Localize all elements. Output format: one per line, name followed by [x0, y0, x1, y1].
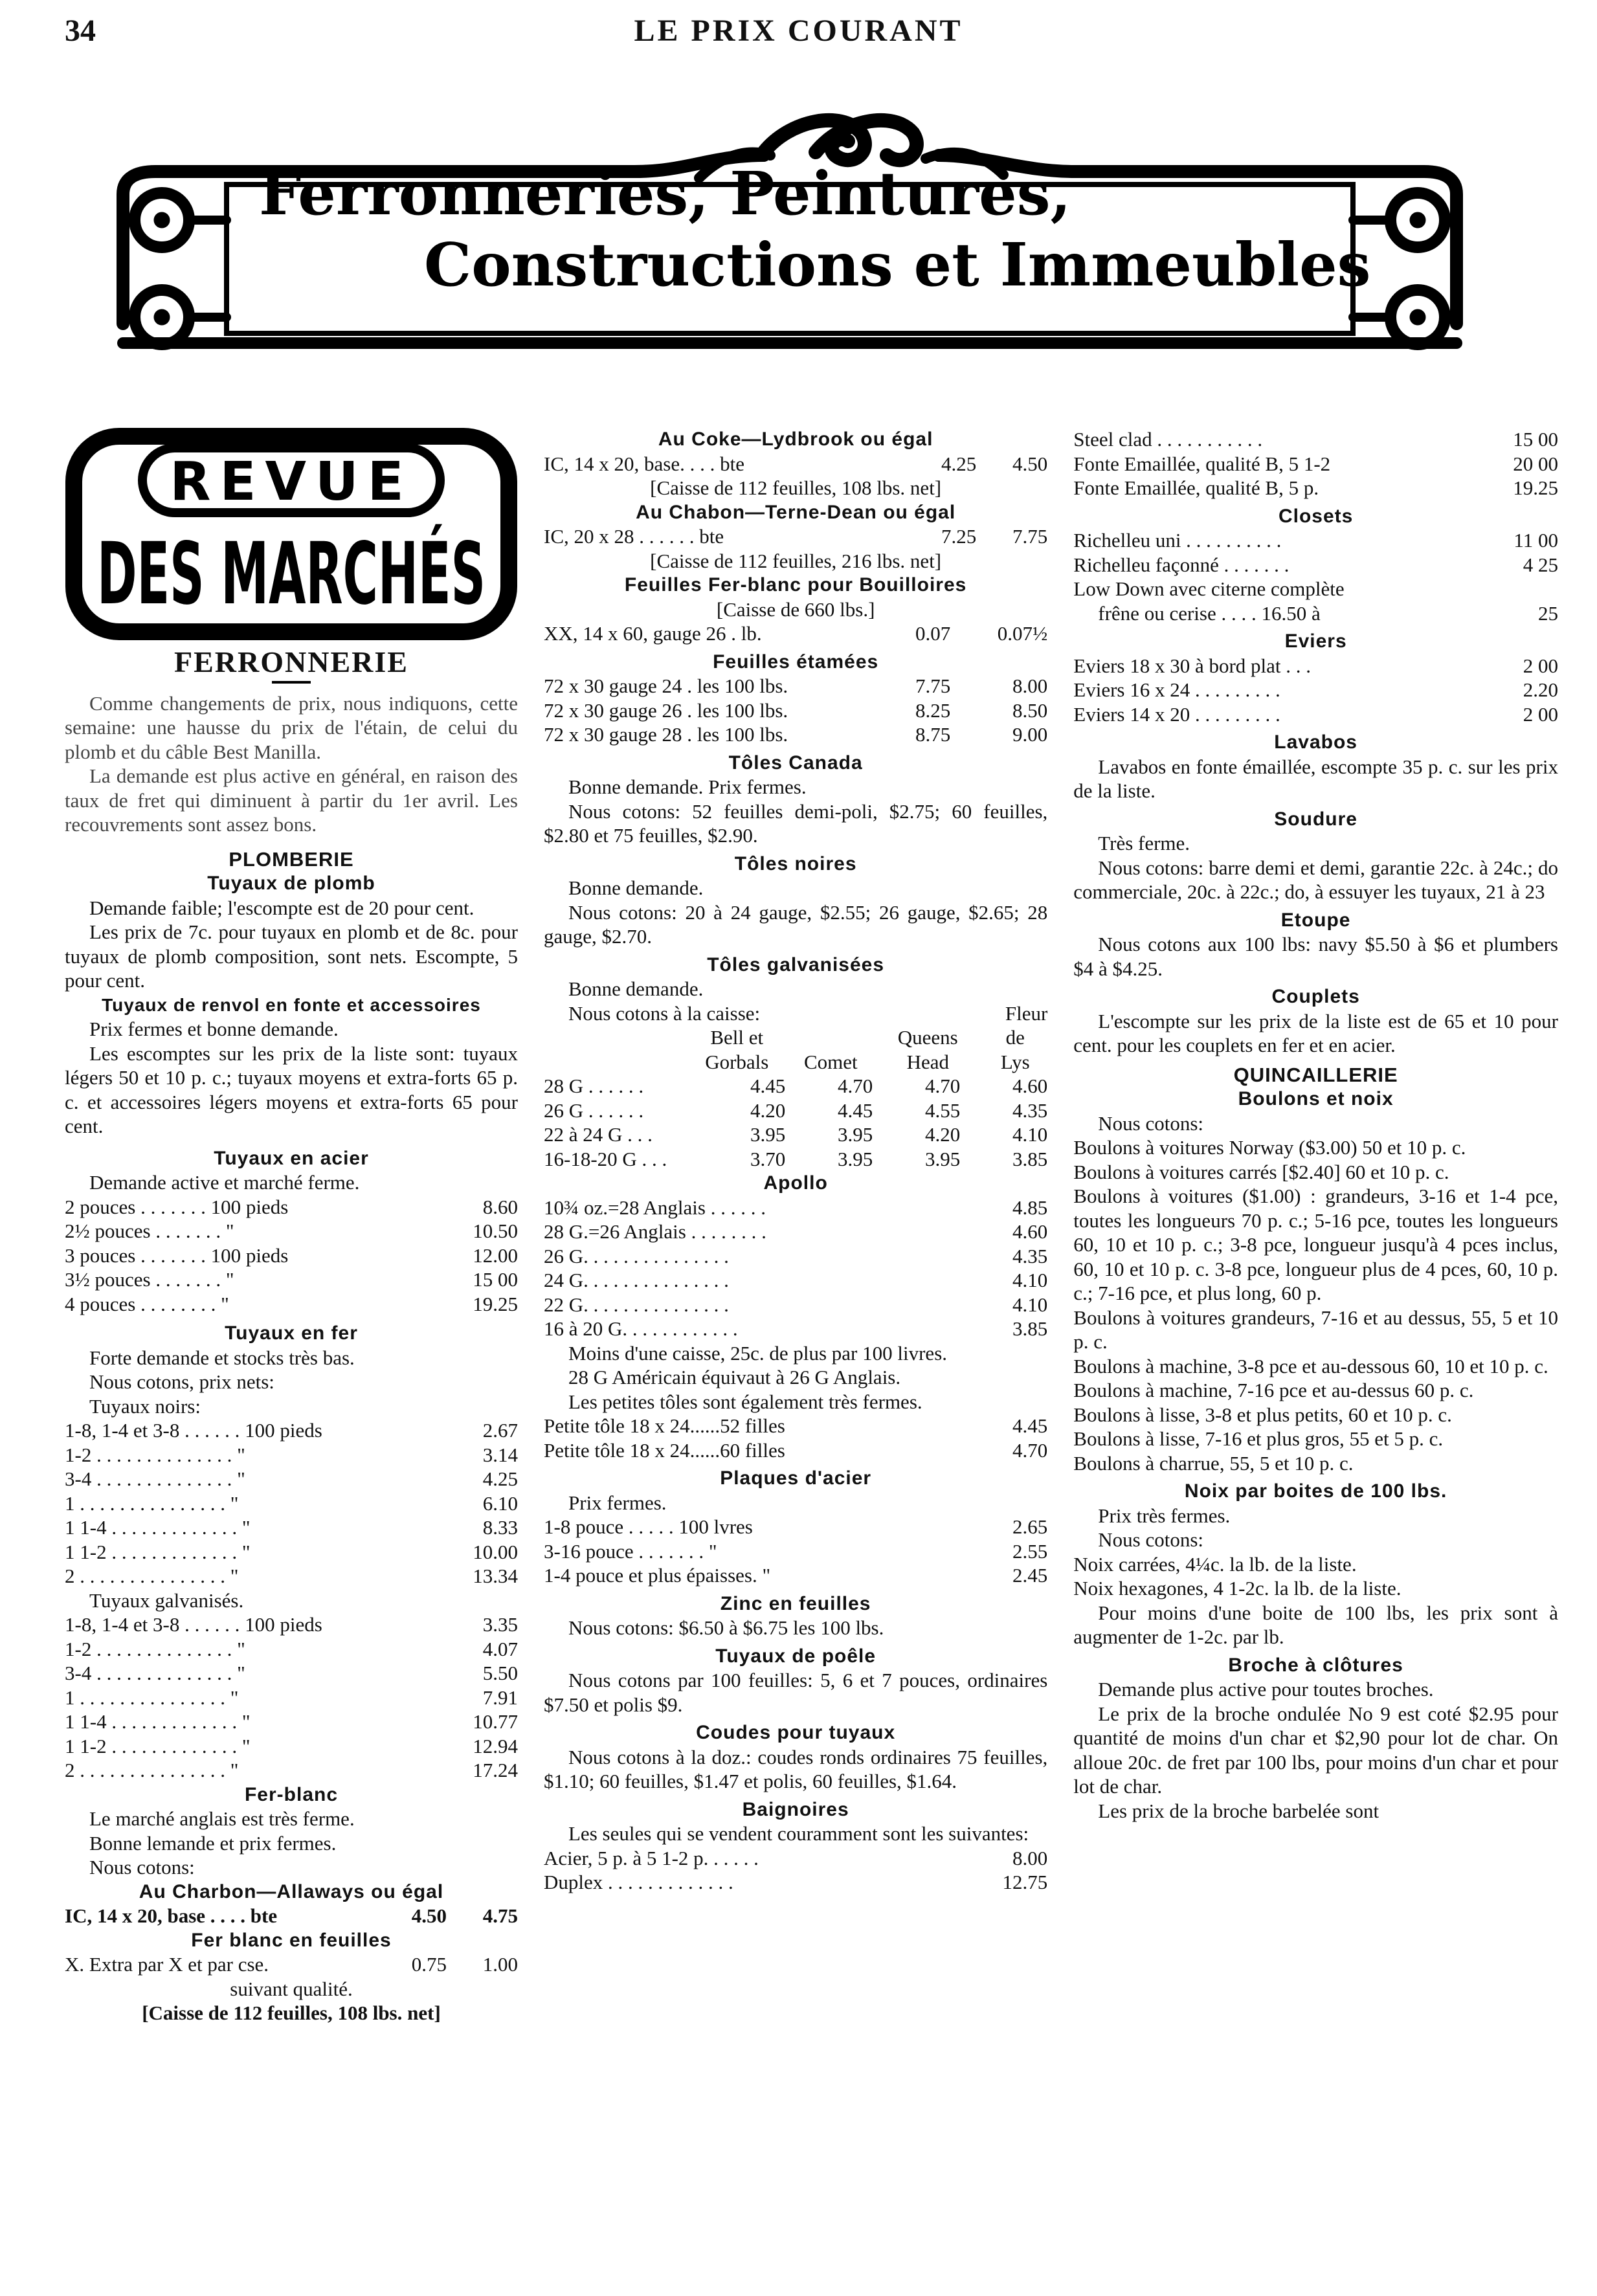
price-row: IC, 14 x 20, base . . . . bte 4.50 4.75 — [65, 1904, 518, 1927]
price-row: 3-4 . . . . . . . . . . . . . . " 5.50 — [65, 1662, 518, 1684]
section-quincaillerie: QUINCAILLERIE — [1233, 1063, 1398, 1086]
price-row: 26 G. . . . . . . . . . . . . . . 4.35 — [544, 1244, 1048, 1267]
price-row: IC, 20 x 28 . . . . . . bte 7.25 7.75 — [544, 525, 1048, 548]
revue-des-marches-logo — [65, 427, 518, 641]
paragraph: Nous cotons: 20 à 24 gauge, $2.55; 26 gauge, $2.65; 28 gauge, $2.70. — [544, 900, 1048, 948]
price-row: 22 G. . . . . . . . . . . . . . . 4.10 — [544, 1293, 1048, 1316]
paragraph: Bonne demande. Prix fermes. — [568, 775, 807, 798]
table-row: 28 G . . . . . . 4.45 4.70 4.70 4.60 — [544, 1075, 1048, 1097]
price-row: 72 x 30 gauge 28 . les 100 lbs. 8.75 9.00 — [544, 723, 1048, 746]
paragraph: Le prix de la broche ondulée No 9 est coté $2.95 pour quantité de moins d'un char et $2,90 pour lot de char. On alloue 20c. de fret par 100 lbs, pour moins d'un char et pour lot de char. — [1073, 1702, 1558, 1798]
subheading: Couplets — [1271, 986, 1360, 1007]
paragraph: Les seules qui se vendent couramment sont les suivantes: — [568, 1822, 1029, 1845]
subheading: Tuyaux en acier — [214, 1147, 369, 1169]
paragraph: Les escomptes sur les prix de la liste sont: tuyaux légers 50 et 10 p. c.; tuyaux moyens et extra-forts 65 p. c. et accessoires légers moyens et extra-forts 65 pour cent. — [65, 1042, 518, 1137]
logo-word-1: REVUE — [170, 451, 413, 513]
list-item: Boulons à voitures grandeurs, 7-16 et au dessus, 55, 5 et 10 p. c. — [1073, 1306, 1558, 1353]
subheading: Boulons et noix — [1238, 1088, 1394, 1109]
price-row: 72 x 30 gauge 24 . les 100 lbs. 7.75 8.00 — [544, 674, 1048, 697]
price-row: Fonte Emaillée, qualité B, 5 1-2 20 00 — [1073, 452, 1558, 475]
subheading: Soudure — [1274, 808, 1357, 830]
paragraph: Nous cotons, prix nets: — [89, 1370, 274, 1393]
subheading: Broche à clôtures — [1228, 1654, 1403, 1676]
list-item: Boulons à charrue, 55, 5 et 10 p. c. — [1073, 1451, 1354, 1475]
list-item: Boulons à voitures ($1.00) : grandeurs, 3-16 et 1-4 pce, toutes les longueurs 70 p. c.; 5-16 pce, toutes les longueurs 60, 10 et 10 p. c.; 3-8 pce, longueur jusqu'à 4 pces inclus, 60, 10 et 10 p. c. 3-8 pce, longueur plus de 4 pces, 60, 10 p. c.; 7-16 pce, et plus long, 60 p. — [1073, 1185, 1558, 1304]
list-item: Boulons à machine, 7-16 pce et au-dessus 60 p. c. — [1073, 1379, 1474, 1401]
paragraph: Très ferme. — [1098, 832, 1190, 854]
paragraph: Pour moins d'une boite de 100 lbs, les prix sont à augmenter de 1-2c. par lb. — [1073, 1601, 1558, 1648]
subheading: Au Chabon—Terne-Dean ou égal — [636, 501, 956, 523]
price-row: 1 1-4 . . . . . . . . . . . . . " 10.77 — [65, 1710, 518, 1733]
price-row: 1-8, 1-4 et 3-8 . . . . . . 100 pieds 2.67 — [65, 1419, 518, 1442]
paragraph: Nous cotons: barre demi et demi, garantie 22c. à 24c.; do commerciale, 20c. à 22c.; do, à essuyer les tuyaux, 21 à 23 — [1073, 856, 1558, 903]
price-row: 10¾ oz.=28 Anglais . . . . . . 4.85 — [544, 1196, 1048, 1219]
paragraph: L'escompte sur les prix de la liste est de 65 et 10 pour cent. pour les couplets en fer et en acier. — [1073, 1009, 1558, 1056]
subheading: Fer-blanc — [244, 1783, 339, 1805]
price-row: 1 1-2 . . . . . . . . . . . . . " 12.94 — [65, 1734, 518, 1757]
paragraph: Nous cotons à la doz.: coudes ronds ordinaires 75 feuilles, $1.10; 60 feuilles, $1.47 et polis, 60 feuilles, $1.64. — [544, 1745, 1048, 1792]
banner-title-line-2: Constructions et Immeubles — [424, 230, 1371, 300]
paragraph: Nous cotons: 52 feuilles demi-poli, $2.75; 60 feuilles, $2.80 et 75 feuilles, $2.90. — [544, 799, 1048, 847]
column-2 — [544, 427, 1047, 2025]
paragraph: Low Down avec citerne complète — [1073, 577, 1345, 600]
price-row: 1 1-4 . . . . . . . . . . . . . " 8.33 — [65, 1516, 518, 1539]
subheading: Feuilles étamées — [713, 651, 879, 673]
table-row: 16-18-20 G . . . 3.70 3.95 3.95 3.85 — [544, 1147, 1048, 1170]
price-row: 3-16 pouce . . . . . . . " 2.55 — [544, 1539, 1048, 1563]
price-row: 1 . . . . . . . . . . . . . . . " 6.10 — [65, 1491, 518, 1515]
price-row: Richelleu façonné . . . . . . . 4 25 — [1073, 553, 1558, 576]
price-row: Acier, 5 p. à 5 1-2 p. . . . . . 8.00 — [544, 1846, 1048, 1869]
price-row: Duplex . . . . . . . . . . . . . 12.75 — [544, 1871, 1048, 1893]
note: [Caisse de 112 feuilles, 108 lbs. net] — [142, 2001, 441, 2024]
paragraph: Nous cotons par 100 feuilles: 5, 6 et 7 pouces, ordinaires $7.50 et polis $9. — [544, 1669, 1048, 1716]
subheading: Eviers — [1284, 630, 1347, 652]
price-row: Eviers 16 x 24 . . . . . . . . . 2.20 — [1073, 678, 1558, 701]
list-item: Boulons à lisse, 3-8 et plus petits, 60 et 10 p. c. — [1073, 1403, 1452, 1426]
divider — [272, 681, 311, 684]
subheading: Baignoires — [742, 1798, 849, 1820]
subheading: Au Charbon—Allaways ou égal — [139, 1880, 444, 1902]
price-row: 1-8 pouce . . . . . 100 lvres 2.65 — [544, 1515, 1048, 1538]
subheading: Zinc en feuilles — [720, 1592, 871, 1614]
price-row: 16 à 20 G. . . . . . . . . . . . 3.85 — [544, 1317, 1048, 1340]
section-banner — [65, 65, 1558, 388]
paragraph: Tuyaux galvanisés. — [89, 1588, 244, 1612]
paragraph: 28 G Américain équivaut à 26 G Anglais. — [568, 1366, 901, 1388]
subheading: Tôles Canada — [728, 752, 863, 774]
price-row: IC, 14 x 20, base. . . . bte 4.25 4.50 — [544, 452, 1048, 475]
paragraph: Prix fermes. — [568, 1491, 667, 1514]
heading-ferronnerie: FERRONNERIE — [174, 645, 408, 678]
price-row: Eviers 14 x 20 . . . . . . . . . 2 00 — [1073, 702, 1558, 726]
price-list-noirs — [65, 1418, 518, 1588]
paragraph: Noix carrées, 4¼c. la lb. de la liste. — [1073, 1552, 1357, 1576]
paragraph: Bonne demande. — [568, 977, 704, 1000]
note: suivant qualité. — [230, 1977, 353, 2000]
list-item: Boulons à voitures carrés [$2.40] 60 et 10 p. c. — [1073, 1160, 1449, 1183]
note: [Caisse de 112 feuilles, 216 lbs. net] — [650, 549, 942, 572]
paragraph: Nous cotons: — [1098, 1111, 1204, 1135]
price-row: frêne ou cerise . . . . 16.50 à 25 — [1098, 601, 1558, 625]
subheading: Tuyaux en fer — [225, 1322, 358, 1344]
paragraph: Comme changements de prix, nous indiquons, cette semaine: une hausse du prix de l'étain, de celui du plomb et du câble Best Manilla. — [65, 691, 518, 763]
paragraph: Les prix de 7c. pour tuyaux en plomb et de 8c. pour tuyaux de plomb composition, sont nets. Escompte, 5 pour cent. — [65, 920, 518, 992]
price-row: 2 pouces . . . . . . . 100 pieds 8.60 — [65, 1195, 518, 1218]
running-header — [65, 13, 1558, 58]
subheading: Plaques d'acier — [720, 1467, 872, 1489]
logo-word-2: DES MAR — [97, 524, 518, 624]
price-row: 28 G.=26 Anglais . . . . . . . . 4.60 — [544, 1220, 1048, 1243]
paragraph: Demande active et marché ferme. — [89, 1171, 360, 1194]
price-row: Richelleu uni . . . . . . . . . . 11 00 — [1073, 529, 1558, 552]
paragraph: Tuyaux noirs: — [89, 1394, 201, 1418]
price-list-galvanises — [65, 1612, 518, 1783]
paragraph: Forte demande et stocks très bas. — [89, 1346, 355, 1369]
price-list-acier — [65, 1195, 518, 1317]
price-row: XX, 14 x 60, gauge 26 . lb. 0.07 0.07½ — [544, 622, 1048, 645]
paragraph: Les prix de la broche barbelée sont — [1098, 1799, 1379, 1822]
table-row: 22 à 24 G . . . 3.95 3.95 4.20 4.10 — [544, 1123, 1048, 1146]
table-caption: Nous cotons à la caisse: Fleur — [568, 1001, 1048, 1025]
price-row: 1-2 . . . . . . . . . . . . . . " 4.07 — [65, 1637, 518, 1660]
list-item: Boulons à lisse, 7-16 et plus gros, 55 et 5 p. c. — [1073, 1427, 1444, 1450]
price-row: 4 pouces . . . . . . . . " 19.25 — [65, 1292, 518, 1315]
subheading: Noix par boites de 100 lbs. — [1184, 1480, 1447, 1502]
paragraph: Les petites tôles sont également très fermes. — [568, 1390, 922, 1413]
subheading: Tôles noires — [734, 853, 857, 875]
price-row: 3-4 . . . . . . . . . . . . . . " 4.25 — [65, 1467, 518, 1490]
price-row: 2½ pouces . . . . . . . " 10.50 — [65, 1220, 518, 1242]
price-row: 1-2 . . . . . . . . . . . . . . " 3.14 — [65, 1443, 518, 1466]
paragraph: Nous cotons: $6.50 à $6.75 les 100 lbs. — [568, 1616, 884, 1639]
paragraph: Nous cotons aux 100 lbs: navy $5.50 à $6 et plumbers $4 à $4.25. — [1073, 933, 1558, 980]
price-row: Petite tôle 18 x 24......60 filles 4.70 — [544, 1438, 1048, 1462]
list-item: Boulons à machine, 3-8 pce et au-dessous 60, 10 et 10 p. c. — [1073, 1354, 1548, 1377]
paragraph: Noix hexagones, 4 1-2c. la lb. de la liste. — [1073, 1577, 1402, 1599]
column-3 — [1073, 427, 1558, 2025]
paragraph: Bonne demande. — [568, 876, 704, 899]
paragraph: Prix très fermes. — [1098, 1504, 1231, 1527]
list-item: Boulons à voitures Norway ($3.00) 50 et 10 p. c. — [1073, 1136, 1466, 1159]
price-row: 24 G. . . . . . . . . . . . . . . 4.10 — [544, 1269, 1048, 1291]
paragraph: La demande est plus active en général, en raison des taux de fret qui diminuent à partir du 1er avril. Les recouvrements sont assez bons. — [65, 764, 518, 836]
article-columns — [65, 427, 1558, 2025]
paragraph: Moins d'une caisse, 25c. de plus par 100 livres. — [568, 1341, 948, 1365]
section-plomberie: PLOMBERIE — [229, 847, 354, 871]
price-row: 1 1-2 . . . . . . . . . . . . . " 10.00 — [65, 1540, 518, 1563]
paragraph: Bonne lemande et prix fermes. — [89, 1831, 337, 1855]
table-row: 26 G . . . . . . 4.20 4.45 4.55 4.35 — [544, 1098, 1048, 1122]
price-row: 2 . . . . . . . . . . . . . . . " 17.24 — [65, 1759, 518, 1781]
price-row: 1-4 pouce et plus épaisses. " 2.45 — [544, 1564, 1048, 1587]
subheading: Tuyaux de renvol en fonte et accessoires — [102, 994, 481, 1015]
note: [Caisse de 112 feuilles, 108 lbs. net] — [650, 476, 942, 499]
price-row: X. Extra par X et par cse. 0.75 1.00 — [65, 1953, 518, 1976]
price-row: Petite tôle 18 x 24......52 filles 4.45 — [544, 1414, 1048, 1437]
paragraph: Nous cotons: — [1098, 1528, 1204, 1551]
price-row: Eviers 18 x 30 à bord plat . . . 2 00 — [1073, 654, 1558, 677]
paragraph: Demande faible; l'escompte est de 20 pour cent. — [89, 896, 475, 919]
price-row: 1 . . . . . . . . . . . . . . . " 7.91 — [65, 1686, 518, 1709]
note: [Caisse de 660 lbs.] — [716, 597, 875, 621]
column-1 — [65, 427, 518, 2025]
price-row: 1-8, 1-4 et 3-8 . . . . . . 100 pieds 3.35 — [65, 1613, 518, 1636]
subheading: Apollo — [763, 1172, 828, 1194]
paragraph: Prix fermes et bonne demande. — [89, 1018, 339, 1040]
paragraph: Demande plus active pour toutes broches. — [1098, 1678, 1434, 1700]
subheading: Closets — [1278, 505, 1354, 527]
running-title: LE PRIX COURANT — [634, 14, 963, 48]
page-number: 34 — [65, 14, 96, 48]
subheading: Lavabos — [1274, 731, 1357, 753]
paragraph: Le marché anglais est très ferme. — [89, 1807, 355, 1830]
price-row: 3 pouces . . . . . . . 100 pieds 12.00 — [65, 1243, 518, 1267]
subheading: Fer blanc en feuilles — [191, 1929, 392, 1951]
paragraph: Lavabos en fonte émaillée, escompte 35 p. c. sur les prix de la liste. — [1073, 755, 1558, 802]
subheading: Feuilles Fer-blanc pour Bouilloires — [624, 574, 967, 596]
paragraph: Nous cotons: — [89, 1856, 195, 1878]
price-row: 72 x 30 gauge 26 . les 100 lbs. 8.25 8.50 — [544, 698, 1048, 722]
price-row: 2 . . . . . . . . . . . . . . . " 13.34 — [65, 1565, 518, 1587]
subheading: Tuyaux de plomb — [207, 873, 375, 894]
subheading: Etoupe — [1280, 909, 1351, 931]
subheading: Coudes pour tuyaux — [696, 1722, 896, 1743]
price-row: Fonte Emaillée, qualité B, 5 p. 19.25 — [1073, 476, 1558, 499]
table-header: Gorbals Comet Head Lys — [705, 1050, 1030, 1073]
price-row: 3½ pouces . . . . . . . " 15 00 — [65, 1268, 518, 1291]
table-header: Bell et Queens de — [710, 1026, 1025, 1049]
subheading: Tuyaux de poêle — [715, 1645, 877, 1667]
banner-title-line-1: Ferronneries, Peintures, — [259, 159, 1071, 228]
price-row: Steel clad . . . . . . . . . . . 15 00 — [1073, 428, 1558, 451]
subheading: Tôles galvanisées — [707, 953, 885, 975]
subheading: Au Coke—Lydbrook ou égal — [658, 429, 933, 450]
